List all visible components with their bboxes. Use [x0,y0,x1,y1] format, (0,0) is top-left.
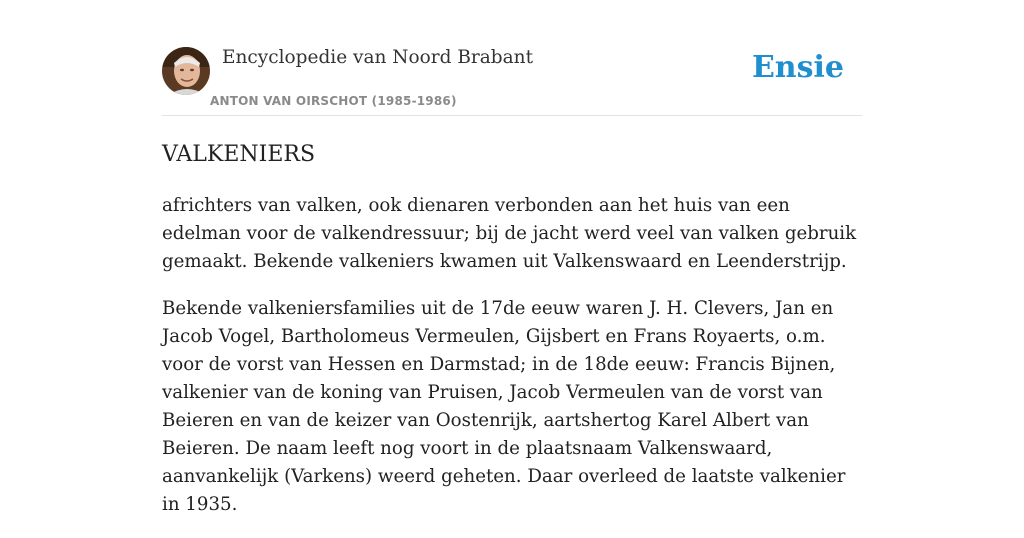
author-avatar[interactable] [162,47,210,95]
entry-body [162,192,862,538]
author-portrait-icon [162,47,210,95]
header-divider [162,115,862,116]
entry-paragraph: Bekende valkeniersfamilies uit de 17de eeuw waren J. H. Clevers, Jan en Jacob Vogel, Bartholomeus Vermeulen, Gijsbert en Frans Royaerts, o.m. voor de vorst van Hessen en Darmstad; in de 18de eeuw: Francis Bijnen, valkenier van de koning van Pruisen, Jacob Vermeulen van de vorst van Beieren en van de keizer van Oostenrijk, aartshertog Karel Albert van Beieren. De naam leeft nog voort in de plaatsnaam Valkenswaard, aanvankelijk (Varkens) weerd geheten. Daar overleed de laatste valkenier in 1935. [162,298,846,515]
author-name[interactable]: ANTON VAN OIRSCHOT (1985-1986) [210,94,457,108]
ensie-logo[interactable]: Ensie [751,50,844,85]
book-title[interactable]: Encyclopedie van Noord Brabant [222,47,534,68]
entry-paragraph: africhters van valken, ook dienaren verbonden aan het huis van een edelman voor de valkendressuur; bij de jacht werd veel van valken gebruik gemaakt. Bekende valkeniers kwamen uit Valkenswaard en Leenderstrijp. [162,195,857,272]
entry-title: VALKENIERS [162,142,316,167]
